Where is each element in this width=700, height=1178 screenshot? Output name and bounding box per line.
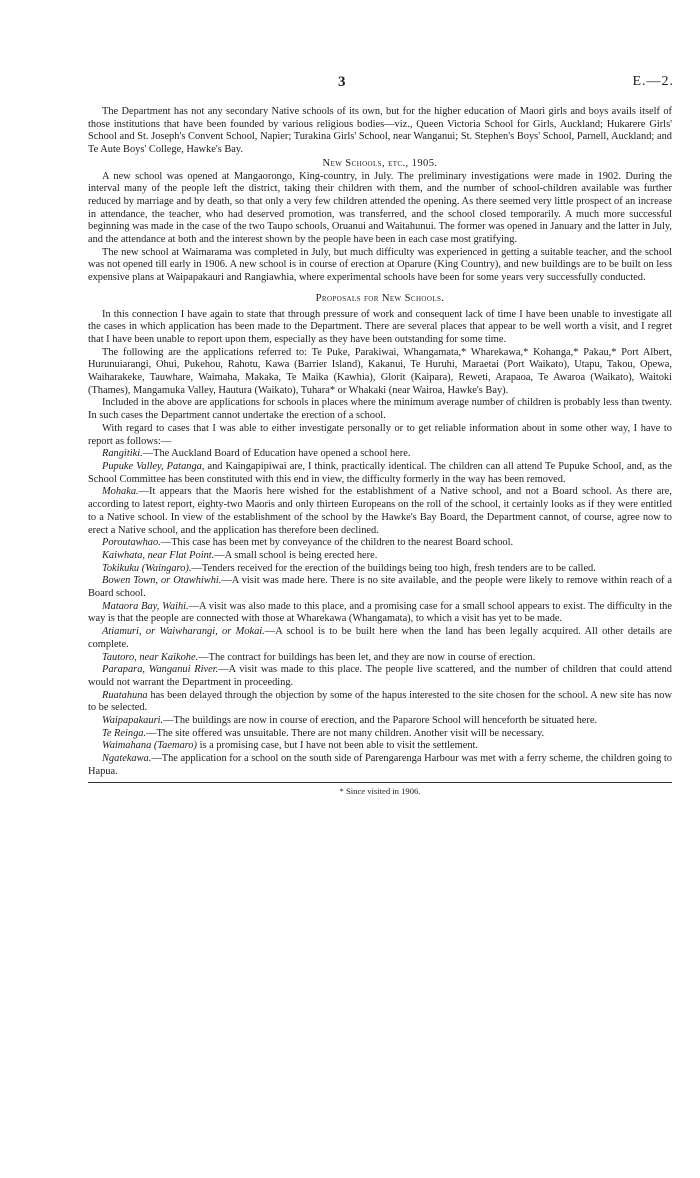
report-item-place: Parapara, Wanganui River. [102, 664, 219, 676]
report-item-text: and Kaingapipiwai are, I think, practically identical. The children can all attend Te Pupuke School, and, as the School Committee has been constituted with this end in view, the difficulty formerly in the way has been removed. [88, 460, 672, 485]
report-item [88, 626, 672, 651]
report-item-place: Poroutawhao. [102, 537, 161, 549]
new-schools-paragraph: The new school at Waimarama was completed in July, but much difficulty was experienced in getting a suitable teacher, and the school was not opened till early in 1906. A new school is in course of erection at Oparure (King Country), and new buildings are to be built on less expensive plans at Waipapakauri and Rangiawhia, where experimental schools have been for some years very successfully conducted. [88, 246, 672, 284]
report-item [88, 652, 672, 665]
page-header [0, 76, 700, 94]
report-item-place: Waipapakauri. [102, 715, 164, 727]
page-number: 3 [338, 74, 346, 90]
report-item-text: —A visit was made to this place. The people live scattered, and the number of children that could attend would not warrant the Department in proceeding. [88, 664, 672, 688]
footnote-divider [88, 782, 672, 783]
report-item-text: —It appears that the Maoris here wished for the establishment of a Native school, and not a Board school. As there are, according to latest report, eighty-two Maoris and only thirteen Europeans on the roll of the school, it certainly looks as if they were entitled to a Native school. In view of the establishment of the school by the Hawke's Bay Board, the Department cannot, of course, agree now to erect a Native school, and the application has therefore been declined. [88, 486, 672, 536]
report-item-text: —This case has been met by conveyance of the children to the nearest Board school. [160, 537, 514, 549]
report-item-place: Mohaka. [102, 486, 139, 498]
section-heading-proposals: Proposals for New Schools. [315, 292, 445, 304]
report-item-text: —A visit was also made to this place, and a promising case for a small school appears to exist. The difficulty in the way is that the people are connected with those at Wharekawa (Whangamata), to which a visit has yet to be made. [88, 600, 672, 625]
report-item-text: has been delayed through the objection by some of the hapus interested to the site chosen for the school. A new site has now to be selected. [88, 689, 672, 714]
report-item-place: Te Reinga. [102, 727, 147, 739]
report-item-place: Kaiwhata, near Flat Point. [102, 549, 215, 561]
report-item [88, 563, 672, 576]
report-item [88, 550, 672, 563]
footnote: * Since visited in 1906. [339, 785, 421, 796]
report-item-text: —A small school is being erected here. [214, 549, 378, 561]
report-item-text: —The contract for buildings has been let, and they are now in course of erection. [198, 651, 536, 663]
report-item [88, 575, 672, 600]
report-item [88, 715, 672, 728]
document-body [88, 106, 672, 797]
intro-paragraph: The Department has not any secondary Native schools of its own, but for the higher education of Maori girls and boys avails itself of those institutions that have been founded by various religious bodies—viz., Queen Victoria School for Girls, Auckland; Hukarere Girls' School and St. Joseph's Convent School, Napier; Turakina Girls' School, near Wanganui; St. Stephen's Boys' School, Parnell, Auckland; and Te Aute Boys' College, Hawke's Bay. [88, 106, 672, 156]
report-item-text: is a promising case, but I have not been able to visit the settlement. [196, 740, 479, 752]
report-item [88, 486, 672, 537]
report-item-text: —A visit was made here. There is no site available, and the people were likely to remove within reach of a Board school. [88, 575, 672, 600]
report-item-text: —A school is to be built here when the land has been legally acquired. All other details are complete. [88, 626, 673, 650]
report-item [88, 461, 672, 486]
report-item-place: Pupuke Valley, Patanga, [102, 460, 205, 472]
proposals-paragraph: In this connection I have again to state that through pressure of work and consequent lack of time I have been unable to investigate all the cases in which application has been made to the Department. There are several places that appear to be well worth a visit, and I regret that I have been unable to report upon them, especially as they have been outstanding for some time. [88, 308, 672, 345]
report-item-text: —The Auckland Board of Education have opened a school here. [142, 448, 411, 460]
report-item-place: Atiamuri, or Waiwharangi, or Mokai. [102, 626, 265, 638]
report-item [88, 448, 672, 461]
report-item-text: —The site offered was unsuitable. There are not many children. Another visit will be necessary. [146, 727, 545, 739]
proposals-paragraph: Included in the above are applications for schools in places where the minimum average number of children is probably less than twenty. In such cases the Department cannot undertake the erection of a school. [88, 397, 672, 422]
report-item [88, 753, 672, 778]
report-item [88, 537, 672, 550]
report-item-place: Waimahana (Taemaro) [102, 740, 197, 752]
new-schools-paragraph: A new school was opened at Mangaorongo, King-country, in July. The preliminary investigations were made in 1902. During the interval many of the people left the district, taking their children with them, and the number of school-children available was further reduced by marriage and by death, so that only a very few children attended the opening. As there seemed very little prospect of an increase in attendance, the teacher, who had deserved promotion, was transferred, and the school closed temporarily. A much more successful beginning was made in the case of the two Taupo schools, Oruanui and Waitahunui. The former was opened in January and the latter in July, and the attendance at both and the interest shown by the people have been in each case most gratifying. [88, 170, 672, 246]
report-item-text: —The buildings are now in course of erection, and the Paparore School will henceforth be situated here. [163, 715, 598, 727]
report-item-place: Tokikuku (Waingaro). [102, 562, 192, 574]
report-item-place: Bowen Town, or Otawhiwhi. [102, 575, 222, 587]
section-heading-new-schools: New Schools, etc., 1905. [322, 157, 438, 169]
report-item-place: Tautoro, near Kaikohe. [102, 651, 199, 663]
report-item-place: Ngatekawa. [102, 753, 152, 765]
report-item-text: —The application for a school on the south side of Parengarenga Harbour was met with a ferry scheme, the children going to Hapua. [88, 753, 672, 777]
report-item-place: Mataora Bay, Waihi. [102, 600, 189, 612]
report-item-place: Ruatahuna [102, 689, 148, 701]
proposals-paragraph: The following are the applications referred to: Te Puke, Parakiwai, Whangamata,* Wharekawa,* Kohanga,* Pakau,* Port Albert, Hurunuiarangi, Ohui, Pukehou, Rahotu, Kawa (Barrier Island), Kakanui, Te Huruhi, Maraetai (Port Waikato), Utapu, Takou, Opewa, Waiharakeke, Tauwhare, Waimaha, Makaka, Te Maika (Kawhia), Glorit (Kaipara), Reweti, Arapaoa, Te Awaroa (Waikato), Waitoki (Thames), Mangamuka Valley, Hautura (Waikato), Tuhara* or Whakaki (near Wairoa, Hawke's Bay). [88, 346, 672, 396]
report-item [88, 690, 672, 715]
report-item-text: —Tenders received for the erection of the buildings being too high, fresh tenders are to be called. [191, 562, 596, 574]
document-reference: E.—2. [632, 74, 674, 89]
report-item [88, 664, 672, 689]
report-item-place: Rangitiki. [102, 448, 143, 460]
report-item [88, 740, 672, 753]
report-item [88, 601, 672, 626]
proposals-paragraph: With regard to cases that I was able to either investigate personally or to get reliable information about in some other way, I have to report as follows:— [88, 422, 672, 447]
report-item [88, 728, 672, 741]
